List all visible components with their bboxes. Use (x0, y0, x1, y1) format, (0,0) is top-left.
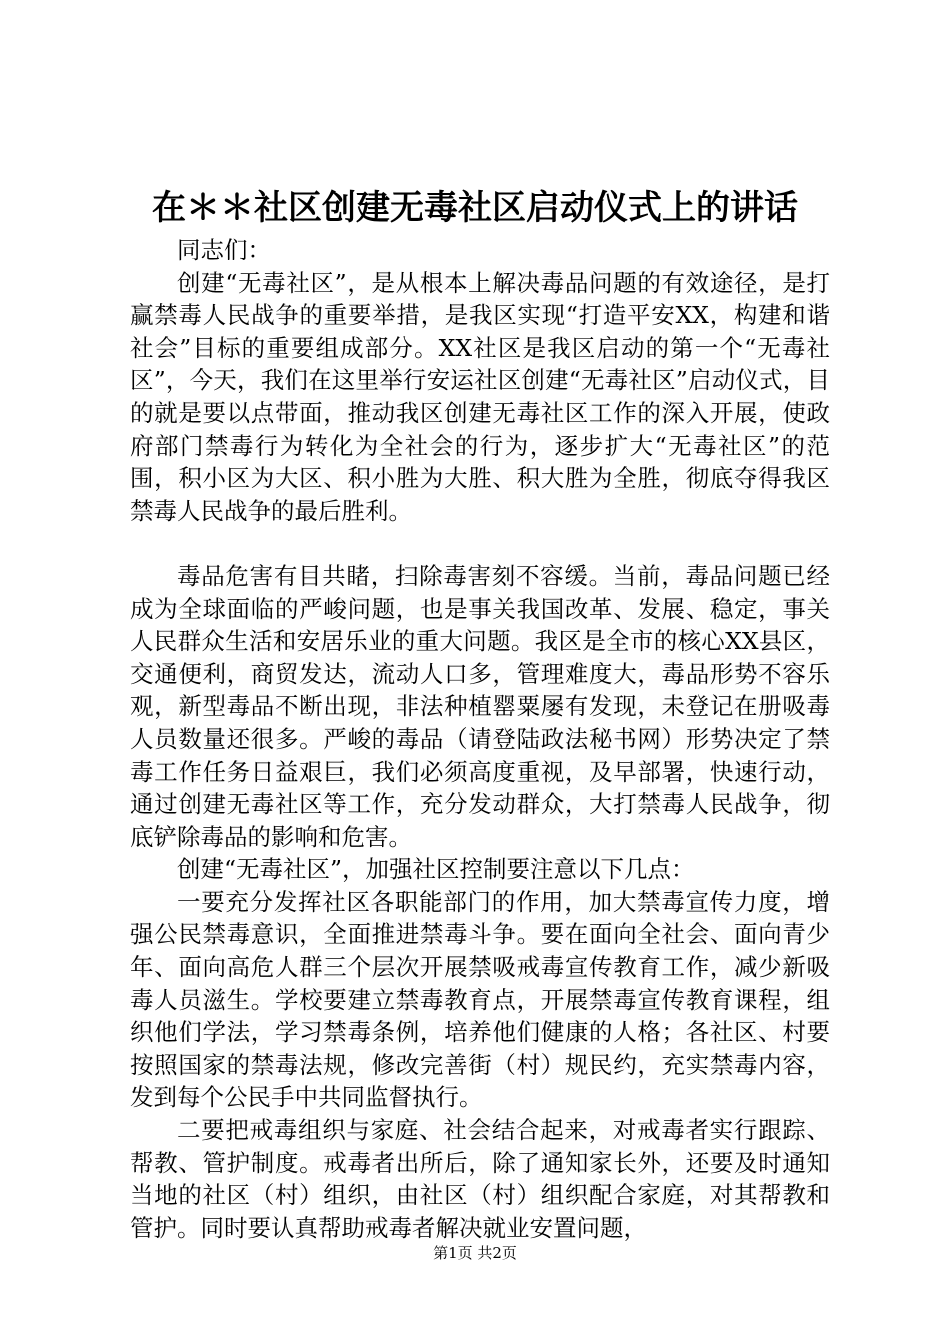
salutation-paragraph: 同志们： (177, 236, 271, 264)
document-body (130, 234, 830, 1244)
body-paragraph-2: 毒品危害有目共睹，扫除毒害刻不容缓。当前，毒品问题已经成为全球面临的严峻问题，也是事关我国改革、发展、稳定，事关人民群众生活和安居乐业的重大问题。我区是全市的核心XX县区，交通便利，商贸发达，流动人口多，管理难度大，毒品形势不容乐观，新型毒品不断出现，非法种植罂粟屡有发现，未登记在册吸毒人员数量还很多。严峻的毒品（请登陆政法秘书网）形势决定了禁毒工作任务日益艰巨，我们必须高度重视，及早部署，快速行动，通过创建无毒社区等工作，充分发动群众，大打禁毒人民战争，彻底铲除毒品的影响和危害。 (130, 561, 830, 851)
page-number-footer: 第1页 共2页 (433, 1244, 517, 1262)
body-paragraph-3: 创建“无毒社区”，加强社区控制要注意以下几点： (177, 855, 695, 884)
document-title: 在＊＊社区创建无毒社区启动仪式上的讲话 (152, 188, 798, 228)
body-paragraph-5: 二要把戒毒组织与家庭、社会结合起来，对戒毒者实行跟踪、帮教、管护制度。戒毒者出所后，除了通知家长外，还要及时通知当地的社区（村）组织，由社区（村）组织配合家庭，对其帮教和管护。同时要认真帮助戒毒者解决就业安置问题， (130, 1116, 830, 1242)
body-paragraph-1: 创建“无毒社区”，是从根本上解决毒品问题的有效途径，是打赢禁毒人民战争的重要举措，是我区实现“打造平安XX，构建和谐社会”目标的重要组成部分。XX社区是我区启动的第一个“无毒社区”，今天，我们在这里举行安运社区创建“无毒社区”启动仪式，目的就是要以点带面，推动我区创建无毒社区工作的深入开展，使政府部门禁毒行为转化为全社会的行为，逐步扩大“无毒社区”的范围，积小区为大区、积小胜为大胜、积大胜为全胜，彻底夺得我区禁毒人民战争的最后胜利。 (130, 268, 830, 525)
body-paragraph-4: 一要充分发挥社区各职能部门的作用，加大禁毒宣传力度，增强公民禁毒意识，全面推进禁毒斗争。要在面向全社会、面向青少年、面向高危人群三个层次开展禁吸戒毒宣传教育工作，减少新吸毒人员滋生。学校要建立禁毒教育点，开展禁毒宣传教育课程，组织他们学法，学习禁毒条例，培养他们健康的人格；各社区、村要按照国家的禁毒法规，修改完善街（村）规民约，充实禁毒内容，发到每个公民手中共同监督执行。 (130, 887, 830, 1112)
